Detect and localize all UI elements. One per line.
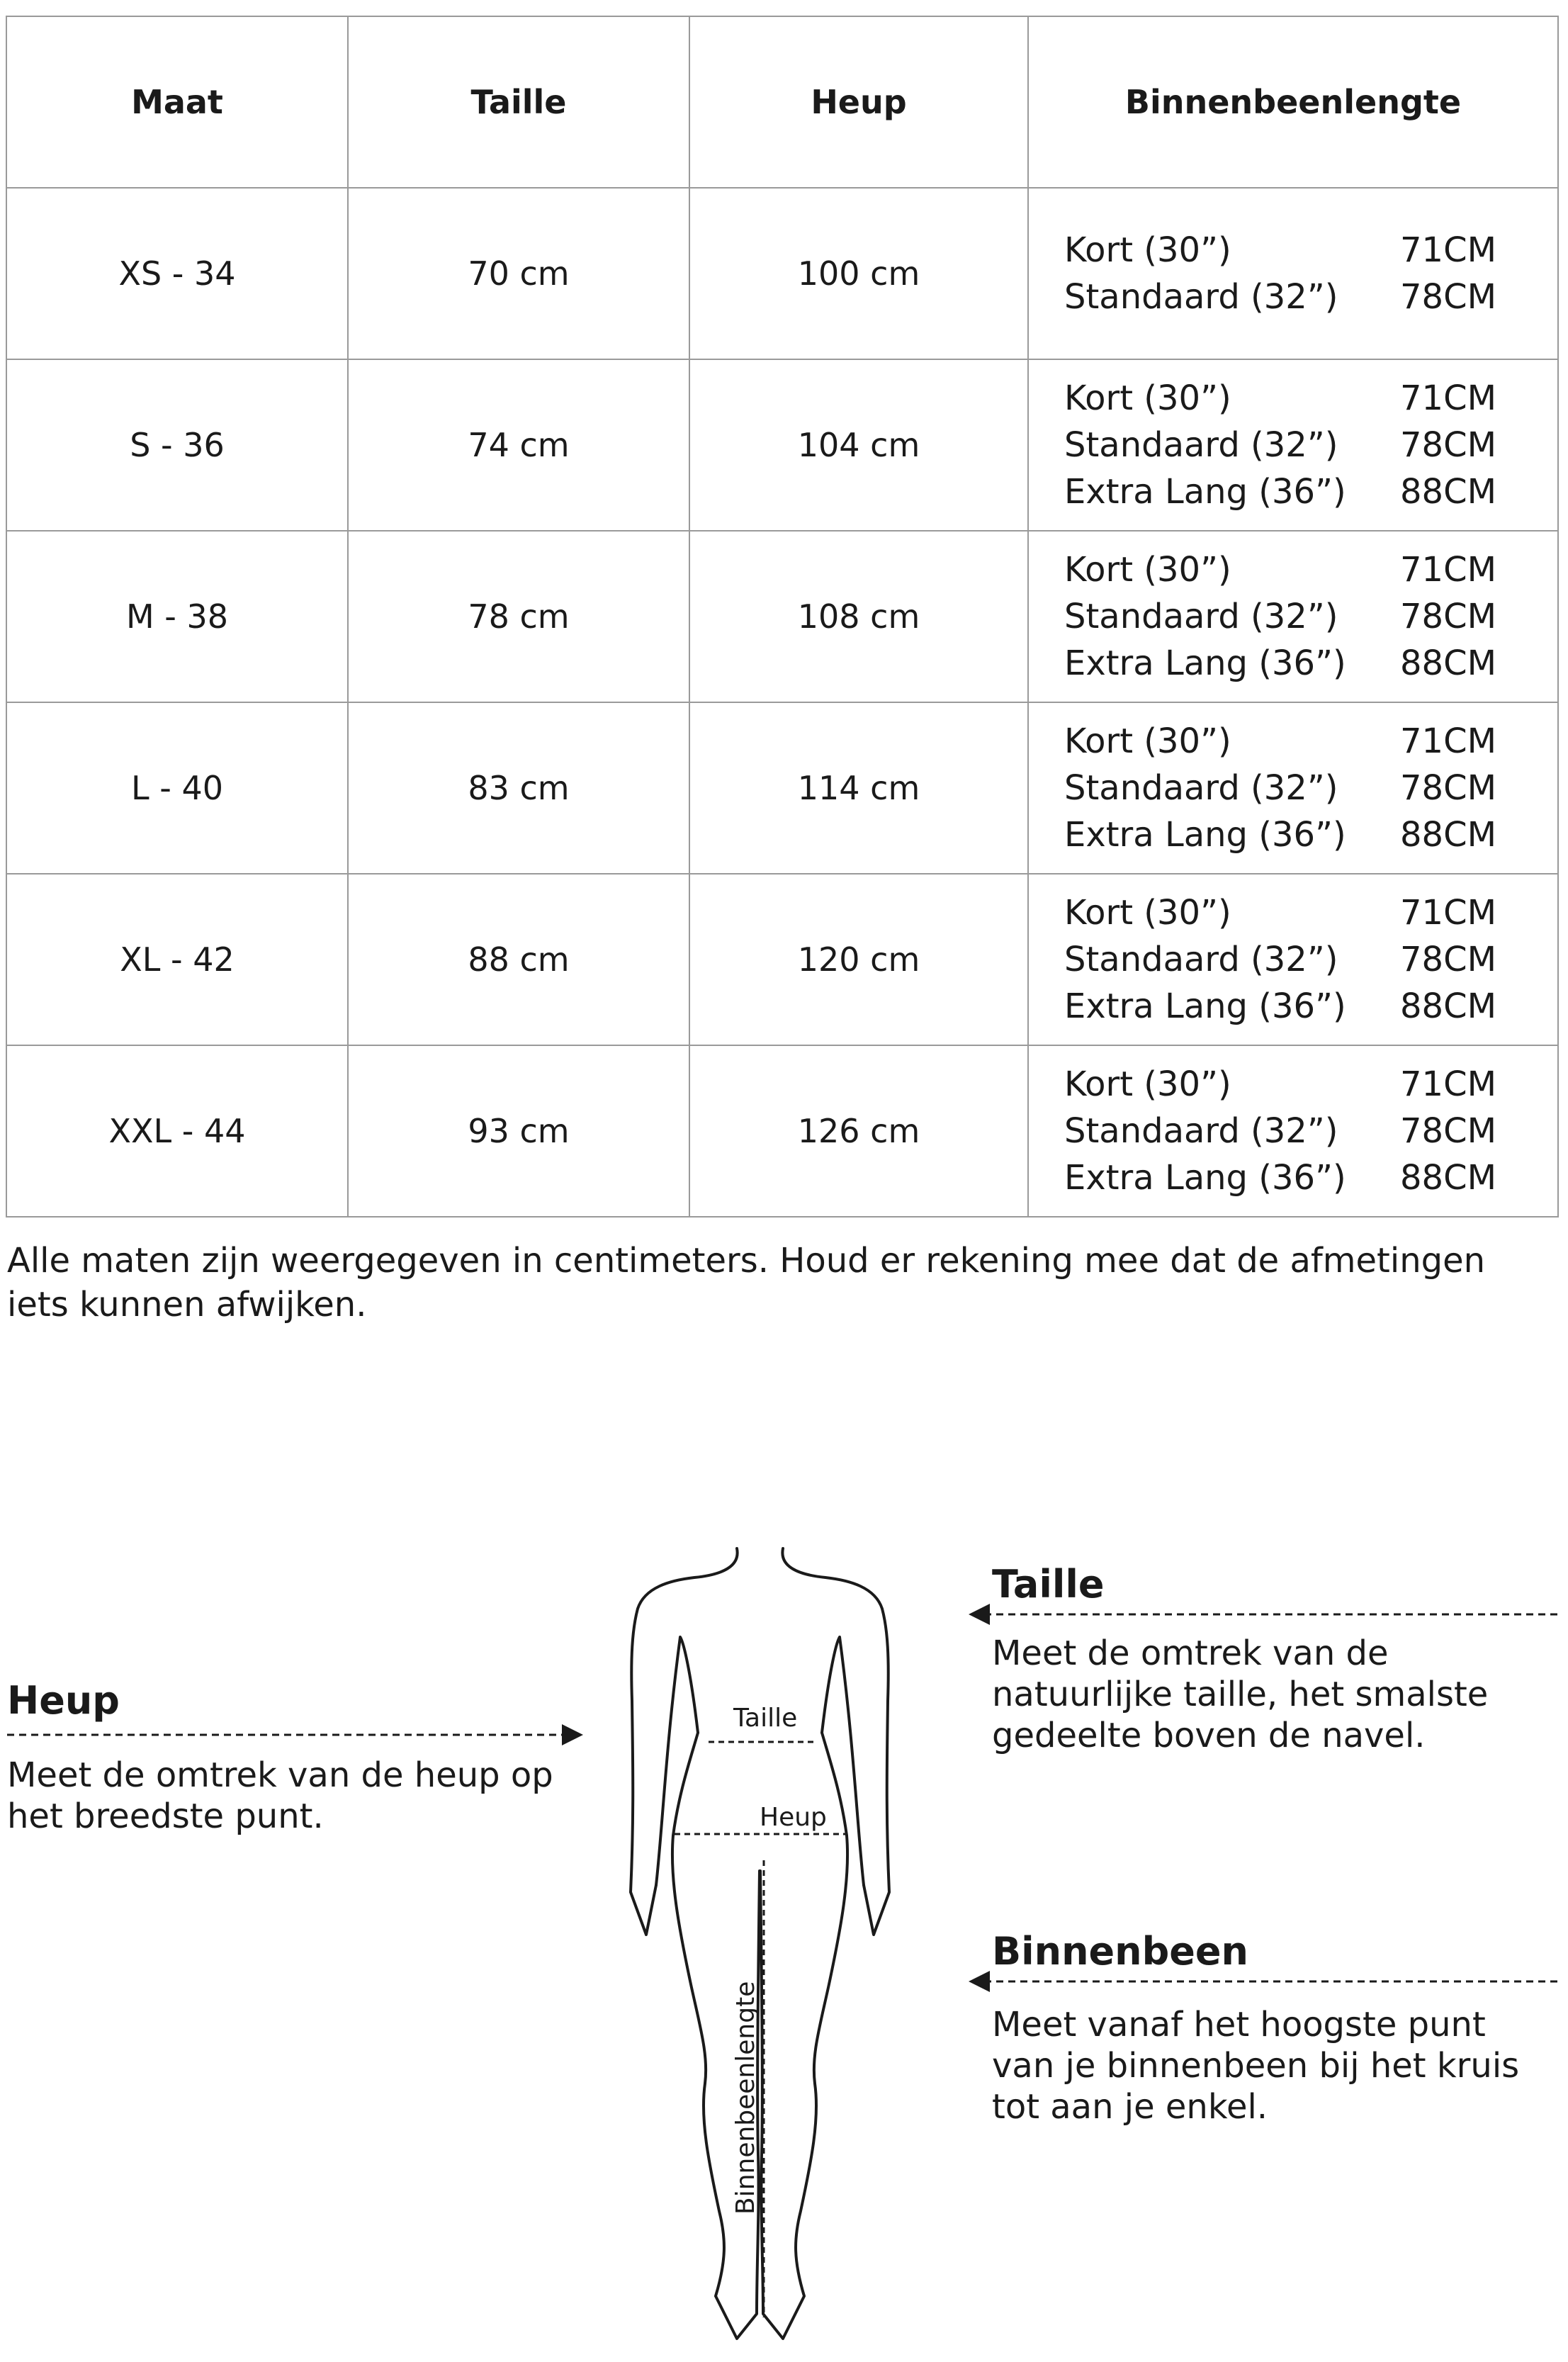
inseam-option (1064, 936, 1496, 983)
inseam-option (1064, 718, 1496, 765)
inseam-cell (1028, 531, 1558, 702)
figure-waist-label: Taille (733, 1704, 798, 1733)
size-cell: XXL - 44 (6, 1045, 348, 1217)
size-chart-table (6, 16, 1559, 1217)
inseam-option-label: Kort (30”) (1064, 893, 1231, 933)
inseam-option-label: Extra Lang (36”) (1064, 815, 1346, 855)
hip-cell: 108 cm (689, 531, 1028, 702)
table-row (6, 188, 1558, 359)
table-row (6, 702, 1558, 874)
hip-guide-title: Heup (7, 1678, 120, 1723)
inseam-option-label: Extra Lang (36”) (1064, 643, 1346, 683)
inseam-option-label: Standaard (32”) (1064, 425, 1338, 465)
inseam-option (1064, 593, 1496, 640)
inseam-option-label: Kort (30”) (1064, 721, 1231, 761)
waist-cell: 74 cm (348, 359, 689, 531)
inseam-option (1064, 1061, 1496, 1108)
header-hip: Heup (689, 16, 1028, 188)
size-cell: S - 36 (6, 359, 348, 531)
header-inseam: Binnenbeenlengte (1028, 16, 1558, 188)
inseam-option (1064, 811, 1496, 858)
inseam-option-value: 71CM (1399, 893, 1496, 933)
inseam-cell (1028, 359, 1558, 531)
size-cell: L - 40 (6, 702, 348, 874)
table-row (6, 1045, 1558, 1217)
inseam-option (1064, 546, 1496, 593)
inseam-option-label: Standaard (32”) (1064, 277, 1338, 317)
inseam-option-value: 88CM (1399, 815, 1496, 855)
inseam-option (1064, 227, 1496, 274)
header-size: Maat (6, 16, 348, 188)
waist-cell: 93 cm (348, 1045, 689, 1217)
inseam-guide-title: Binnenbeen (992, 1929, 1248, 1974)
size-cell: XL - 42 (6, 874, 348, 1045)
inseam-option (1064, 375, 1496, 422)
size-cell: XS - 34 (6, 188, 348, 359)
waist-guide-text: Meet de omtrek van de natuurlijke taille, het smalste gedeelte boven de navel. (992, 1633, 1489, 1755)
inseam-option-value: 71CM (1399, 1064, 1496, 1104)
table-row (6, 531, 1558, 702)
inseam-option-value: 88CM (1399, 643, 1496, 683)
inseam-option-value: 71CM (1399, 550, 1496, 590)
inseam-option (1064, 422, 1496, 468)
inseam-option-value: 78CM (1399, 277, 1496, 317)
figure-inseam-label: Binnenbeenlengte (731, 1981, 760, 2215)
inseam-option (1064, 983, 1496, 1030)
inseam-option-value: 78CM (1399, 425, 1496, 465)
hip-cell: 104 cm (689, 359, 1028, 531)
inseam-option (1064, 765, 1496, 811)
hip-guide-text: Meet de omtrek van de heup op het breedste punt. (7, 1755, 553, 1836)
inseam-option-label: Extra Lang (36”) (1064, 986, 1346, 1026)
inseam-option (1064, 640, 1496, 687)
inseam-cell (1028, 702, 1558, 874)
inseam-option-value: 71CM (1399, 378, 1496, 418)
header-waist: Taille (348, 16, 689, 188)
table-header-row (6, 16, 1558, 188)
inseam-option-value: 88CM (1399, 1158, 1496, 1198)
inseam-option-label: Standaard (32”) (1064, 1111, 1338, 1151)
inseam-option-label: Kort (30”) (1064, 1064, 1231, 1104)
hip-cell: 126 cm (689, 1045, 1028, 1217)
inseam-option-value: 78CM (1399, 1111, 1496, 1151)
inseam-option-value: 88CM (1399, 472, 1496, 512)
inseam-option (1064, 889, 1496, 936)
inseam-cell (1028, 1045, 1558, 1217)
inseam-option-value: 78CM (1399, 940, 1496, 979)
hip-cell: 114 cm (689, 702, 1028, 874)
body-silhouette (631, 1548, 889, 2339)
inseam-option (1064, 1154, 1496, 1201)
inseam-option-label: Standaard (32”) (1064, 597, 1338, 636)
inseam-cell (1028, 188, 1558, 359)
waist-cell: 78 cm (348, 531, 689, 702)
table-row (6, 359, 1558, 531)
inseam-option-value: 78CM (1399, 597, 1496, 636)
inseam-option-label: Kort (30”) (1064, 230, 1231, 270)
measurement-note: Alle maten zijn weergegeven in centimeters. Houd er rekening mee dat de afmetingen iets kunnen afwijken. (7, 1241, 1486, 1325)
inseam-option-label: Standaard (32”) (1064, 768, 1338, 808)
waist-cell: 70 cm (348, 188, 689, 359)
inseam-option-label: Kort (30”) (1064, 378, 1231, 418)
inseam-guide-text: Meet vanaf het hoogste punt van je binnenbeen bij het kruis tot aan je enkel. (992, 2005, 1520, 2127)
figure-hip-label: Heup (760, 1803, 827, 1832)
inseam-option-value: 78CM (1399, 768, 1496, 808)
inseam-option (1064, 274, 1496, 320)
inseam-option-value: 88CM (1399, 986, 1496, 1026)
inseam-option-label: Standaard (32”) (1064, 940, 1338, 979)
table-row (6, 874, 1558, 1045)
size-cell: M - 38 (6, 531, 348, 702)
inseam-option-value: 71CM (1399, 721, 1496, 761)
waist-guide-title: Taille (992, 1562, 1105, 1607)
inseam-option-value: 71CM (1399, 230, 1496, 270)
measurement-diagram (0, 1524, 1568, 2362)
inseam-option-label: Kort (30”) (1064, 550, 1231, 590)
waist-cell: 88 cm (348, 874, 689, 1045)
inseam-option (1064, 1108, 1496, 1154)
hip-cell: 100 cm (689, 188, 1028, 359)
hip-cell: 120 cm (689, 874, 1028, 1045)
inseam-option-label: Extra Lang (36”) (1064, 1158, 1346, 1198)
inseam-cell (1028, 874, 1558, 1045)
inseam-option-label: Extra Lang (36”) (1064, 472, 1346, 512)
waist-cell: 83 cm (348, 702, 689, 874)
inseam-option (1064, 468, 1496, 515)
